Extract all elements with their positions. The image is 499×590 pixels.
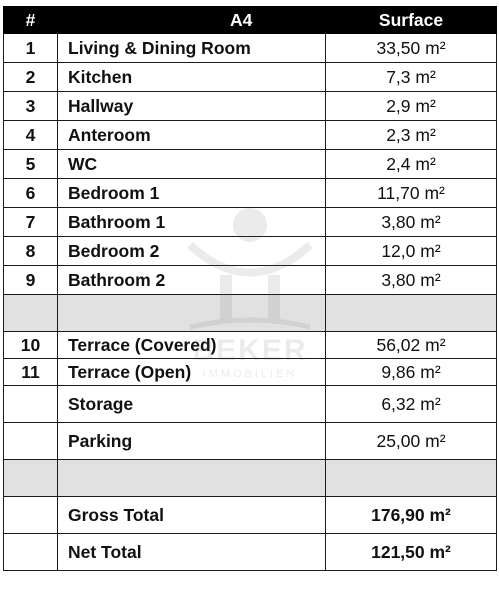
watermark-subtitle: IMMOBILIEN xyxy=(202,368,298,380)
table-row xyxy=(4,179,497,208)
separator-cell xyxy=(4,460,58,497)
row-number: 1 xyxy=(4,34,58,63)
room-name: Bathroom 2 xyxy=(58,266,326,295)
separator-row xyxy=(4,460,497,497)
surface-table xyxy=(3,6,497,571)
room-surface: 25,00 m² xyxy=(326,423,497,460)
room-surface: 2,9 m² xyxy=(326,92,497,121)
row-number: 2 xyxy=(4,63,58,92)
row-number: 6 xyxy=(4,179,58,208)
row-number xyxy=(4,386,58,423)
table-row xyxy=(4,266,497,295)
separator-cell xyxy=(4,295,58,332)
total-label: Gross Total xyxy=(58,497,326,534)
room-surface: 6,32 m² xyxy=(326,386,497,423)
table-row xyxy=(4,92,497,121)
header-unit: A4 xyxy=(58,7,326,34)
table-row xyxy=(4,121,497,150)
table-row xyxy=(4,208,497,237)
row-number: 4 xyxy=(4,121,58,150)
row-number: 8 xyxy=(4,237,58,266)
room-surface: 3,80 m² xyxy=(326,266,497,295)
table-row xyxy=(4,386,497,423)
row-number: 10 xyxy=(4,332,58,359)
row-number: 11 xyxy=(4,359,58,386)
room-surface: 7,3 m² xyxy=(326,63,497,92)
separator-cell xyxy=(58,295,326,332)
net-total-row xyxy=(4,534,497,571)
room-name: WC xyxy=(58,150,326,179)
header-number: # xyxy=(4,7,58,34)
watermark-brand: BEKER xyxy=(192,334,308,367)
table-row xyxy=(4,332,497,359)
room-name: Living & Dining Room xyxy=(58,34,326,63)
separator-cell xyxy=(326,460,497,497)
table-row xyxy=(4,237,497,266)
row-number: 7 xyxy=(4,208,58,237)
room-surface: 2,3 m² xyxy=(326,121,497,150)
room-name: Hallway xyxy=(58,92,326,121)
separator-cell xyxy=(58,460,326,497)
room-surface: 11,70 m² xyxy=(326,179,497,208)
room-name: Kitchen xyxy=(58,63,326,92)
table-row xyxy=(4,359,497,386)
row-number xyxy=(4,423,58,460)
room-name: Parking xyxy=(58,423,326,460)
room-name: Bedroom 2 xyxy=(58,237,326,266)
room-name: Bedroom 1 xyxy=(58,179,326,208)
table-row xyxy=(4,34,497,63)
room-name: Terrace (Covered) xyxy=(58,332,326,359)
row-number: 5 xyxy=(4,150,58,179)
room-surface: 9,86 m² xyxy=(326,359,497,386)
separator-cell xyxy=(326,295,497,332)
room-name: Storage xyxy=(58,386,326,423)
table-row xyxy=(4,423,497,460)
table-row xyxy=(4,150,497,179)
table-header-row xyxy=(4,7,497,34)
separator-row xyxy=(4,295,497,332)
room-surface: 56,02 m² xyxy=(326,332,497,359)
total-surface: 121,50 m² xyxy=(326,534,497,571)
row-number: 9 xyxy=(4,266,58,295)
room-name: Anteroom xyxy=(58,121,326,150)
room-surface: 33,50 m² xyxy=(326,34,497,63)
room-surface: 3,80 m² xyxy=(326,208,497,237)
row-number xyxy=(4,534,58,571)
header-surface: Surface xyxy=(326,7,497,34)
room-name: Terrace (Open) xyxy=(58,359,326,386)
total-label: Net Total xyxy=(58,534,326,571)
row-number: 3 xyxy=(4,92,58,121)
gross-total-row xyxy=(4,497,497,534)
room-name: Bathroom 1 xyxy=(58,208,326,237)
table-row xyxy=(4,63,497,92)
room-surface: 2,4 m² xyxy=(326,150,497,179)
row-number xyxy=(4,497,58,534)
total-surface: 176,90 m² xyxy=(326,497,497,534)
room-surface: 12,0 m² xyxy=(326,237,497,266)
